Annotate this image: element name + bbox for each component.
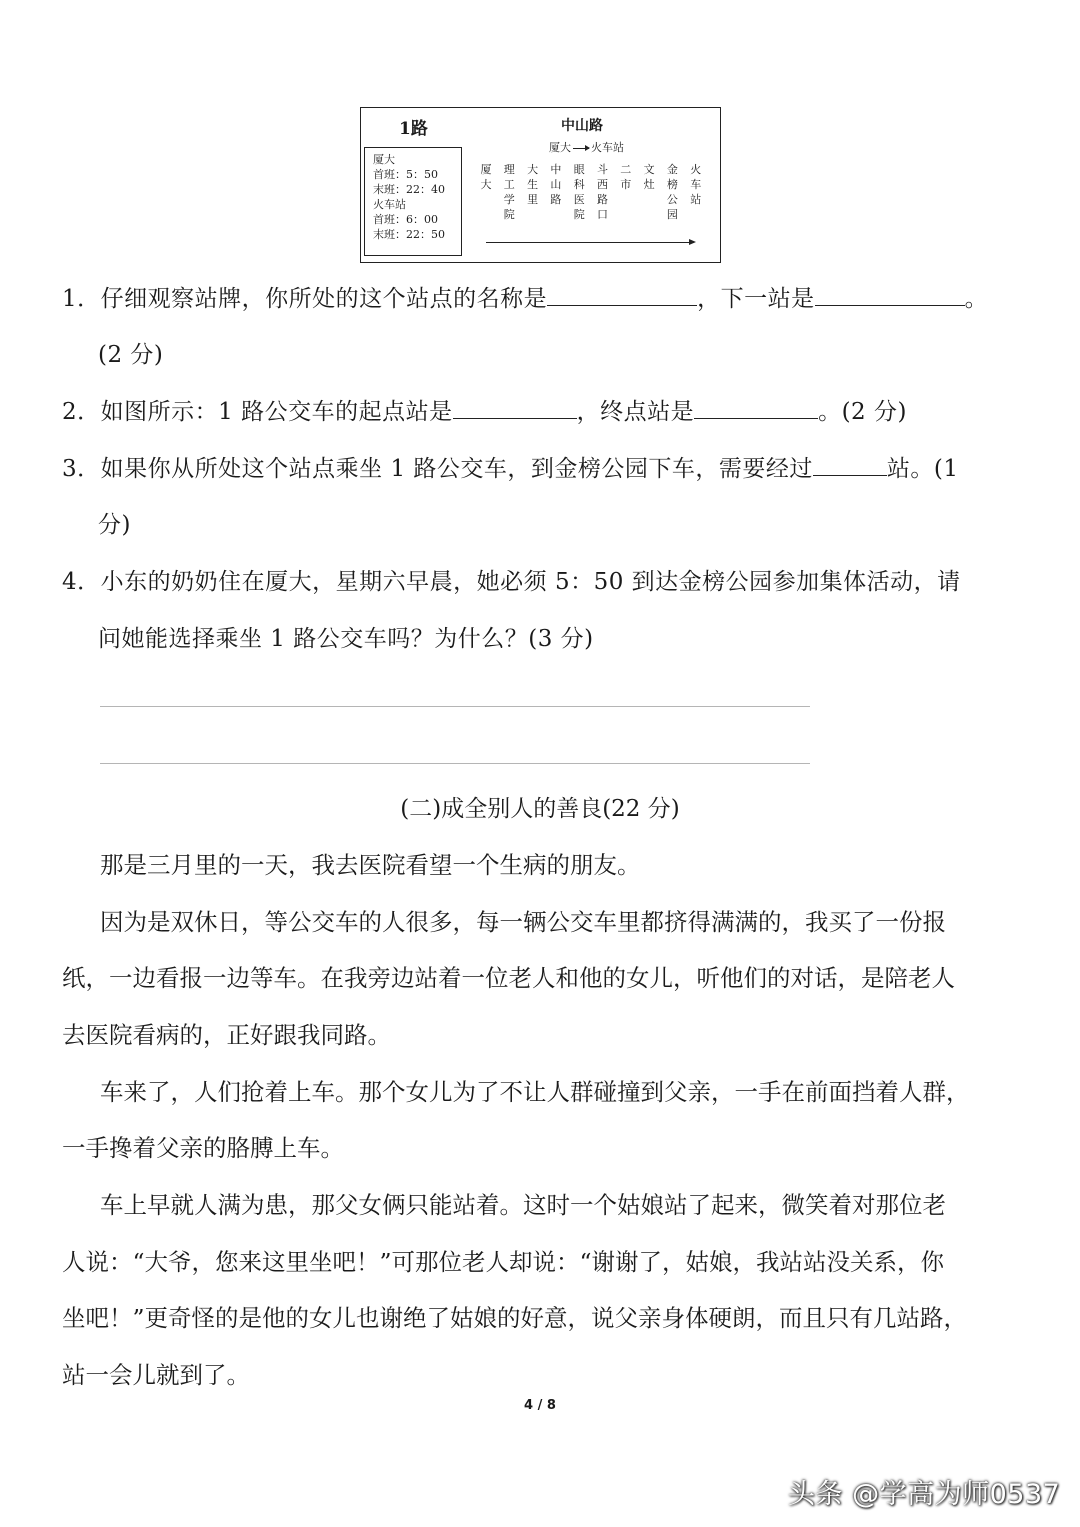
paragraph-line: 车上早就人满为患，那父女俩只能站着。这时一个姑娘站了起来，微笑着对那位老 <box>100 1191 946 1219</box>
station-name <box>502 162 516 222</box>
station-char: 路 <box>550 193 562 206</box>
station-name <box>526 162 540 207</box>
station-name <box>619 162 633 192</box>
station-char: 路 <box>597 193 608 206</box>
schedule-line: 火车站 <box>373 198 406 211</box>
paragraph-line: 人说：“大爷，您来这里坐吧！”可那位老人却说：“谢谢了，姑娘，我站站没关系，你 <box>62 1248 945 1276</box>
question-2-text: 2．如图所示：1 路公交车的起点站是 <box>62 399 453 425</box>
paragraph-line: 坐吧！”更奇怪的是他的女儿也谢绝了姑娘的好意，说父亲身体硬朗，而且只有几站路， <box>62 1304 968 1332</box>
schedule-line: 末班：22：40 <box>373 183 445 196</box>
direction-label <box>549 139 624 155</box>
station-char: 火 <box>690 163 702 176</box>
question-4-line-1: 4．小东的奶奶住在厦大，星期六早晨，她必须 5：50 到达金榜公园参加集体活动，请 <box>62 569 961 595</box>
paragraph-line: 车来了，人们抢着上车。那个女儿为了不让人群碰撞到父亲，一手在前面挡着人群， <box>100 1078 970 1106</box>
question-1-score: (2 分) <box>98 342 164 368</box>
station-char: 生 <box>527 178 539 191</box>
question-1 <box>62 284 988 314</box>
station-char: 科 <box>573 178 585 191</box>
page-number: 4 / 8 <box>524 1398 556 1413</box>
passage-title: (二)成全别人的善良(22 分) <box>400 796 680 822</box>
station-char: 山 <box>550 178 562 191</box>
question-3-text: 3．如果你从所处这个站点乘坐 1 路公交车，到金榜公园下车，需要经过 <box>62 456 813 482</box>
station-char: 文 <box>643 163 655 176</box>
paragraph-line: 因为是双休日，等公交车的人很多，每一辆公交车里都挤得满满的，我买了一份报 <box>100 908 946 936</box>
station-char: 院 <box>503 208 515 221</box>
station-char: 市 <box>620 178 632 191</box>
station-char: 二 <box>620 163 632 176</box>
direction-from: 厦大 <box>549 141 571 154</box>
station-char: 眼 <box>573 163 585 176</box>
watermark: 头条 @学高为师0537 <box>788 1479 1061 1510</box>
station-char: 中 <box>550 163 562 176</box>
station-name <box>642 162 656 192</box>
question-1-text: 1．仔细观察站牌，你所处的这个站点的名称是 <box>62 286 548 312</box>
station-char: 厦 <box>480 163 492 176</box>
station-char: 金 <box>666 163 678 176</box>
answer-line[interactable] <box>100 706 810 707</box>
question-3-text-b: 站。(1 <box>886 456 959 482</box>
question-1-text-c: 。 <box>964 286 989 312</box>
station-name <box>596 162 610 222</box>
station-name <box>689 162 703 207</box>
station-char: 里 <box>527 193 539 206</box>
station-char: 大 <box>527 163 539 176</box>
question-2-text-b: ，终点站是 <box>576 399 695 425</box>
station-char: 灶 <box>643 178 655 191</box>
answer-blank[interactable] <box>813 454 887 476</box>
station-char: 理 <box>503 163 515 176</box>
station-char: 医 <box>573 193 585 206</box>
schedule-box <box>364 147 462 256</box>
station-name <box>572 162 586 222</box>
arrow-right-icon <box>573 148 589 149</box>
answer-line[interactable] <box>100 763 810 764</box>
paragraph-line: 那是三月里的一天，我去医院看望一个生病的朋友。 <box>100 851 641 879</box>
station-char: 院 <box>573 208 585 221</box>
schedule-line: 末班：22：50 <box>373 228 445 241</box>
station-name <box>549 162 563 207</box>
station-char: 斗 <box>597 163 608 176</box>
paragraph-line: 去医院看病的，正好跟我同路。 <box>62 1021 391 1049</box>
station-char: 口 <box>597 208 608 221</box>
bus-stop-sign <box>360 107 721 263</box>
station-char: 榜 <box>666 178 678 191</box>
direction-to: 火车站 <box>591 141 624 154</box>
schedule-line: 首班：5：50 <box>373 168 438 181</box>
answer-blank[interactable] <box>453 397 577 419</box>
question-3-score: 分) <box>98 512 131 538</box>
station-char: 西 <box>597 178 608 191</box>
station-char: 公 <box>666 193 678 206</box>
route-number: 1路 <box>399 119 428 139</box>
question-4-line-2: 问她能选择乘坐 1 路公交车吗？为什么？(3 分) <box>98 626 594 652</box>
station-char: 工 <box>503 178 515 191</box>
answer-blank[interactable] <box>694 397 818 419</box>
answer-blank[interactable] <box>815 284 965 306</box>
station-char: 车 <box>690 178 702 191</box>
paragraph-line: 一手搀着父亲的胳膊上车。 <box>62 1134 344 1162</box>
station-char: 学 <box>503 193 515 206</box>
station-name <box>479 162 493 192</box>
question-1-text-b: ，下一站是 <box>697 286 815 312</box>
paragraph-line: 纸，一边看报一边等车。在我旁边站着一位老人和他的女儿，听他们的对话，是陪老人 <box>62 964 955 992</box>
answer-blank[interactable] <box>547 284 697 306</box>
station-char: 大 <box>480 178 492 191</box>
route-direction-arrow-icon <box>486 242 694 243</box>
station-char: 园 <box>666 208 678 221</box>
schedule-line: 首班：6：00 <box>373 213 438 226</box>
question-3 <box>62 454 959 484</box>
station-char: 站 <box>690 193 702 206</box>
question-2-text-c: 。(2 分) <box>818 399 907 425</box>
question-2 <box>62 397 907 427</box>
station-name <box>665 162 679 222</box>
paragraph-line: 站一会儿就到了。 <box>62 1361 250 1389</box>
current-stop-name: 中山路 <box>561 118 603 134</box>
schedule-line: 厦大 <box>373 153 395 166</box>
